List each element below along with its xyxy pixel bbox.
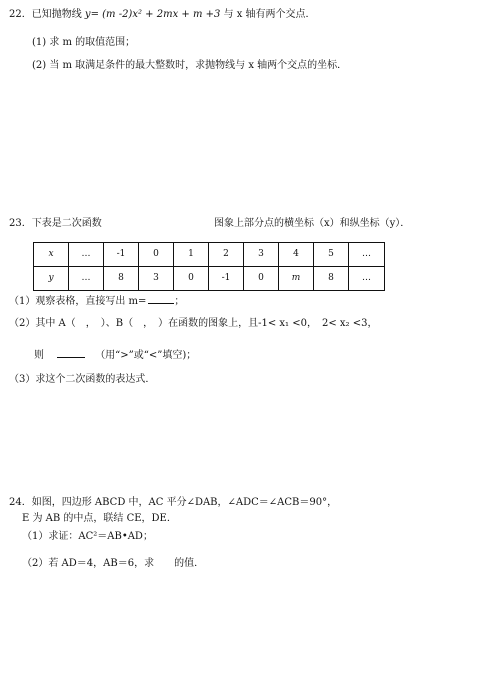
q23-part3: （3）求这个二次函数的表达式． [9, 374, 156, 385]
table-cell: … [349, 243, 385, 267]
q23-part1-end: ； [174, 296, 185, 307]
table-cell: -1 [209, 267, 244, 291]
q24-stem-line2: E 为 AB 的中点，联结 CE，DE． [22, 513, 177, 524]
q24-part1: （1）求证：AC²＝AB•AD； [22, 531, 153, 542]
table-cell: -1 [104, 243, 139, 267]
table-row-x [34, 243, 385, 267]
table-cell: 8 [104, 267, 139, 291]
table-cell: 0 [244, 267, 279, 291]
q23-number: 23． [9, 218, 32, 229]
table-row-y [34, 267, 385, 291]
q24-number: 24． [9, 497, 32, 508]
table-cell: 5 [314, 243, 349, 267]
q22-stem-prefix: 已知抛物线 [31, 9, 85, 20]
answer-blank-m[interactable] [148, 294, 174, 304]
q23-stem-left [9, 218, 102, 230]
table-cell-x-label: x [34, 243, 69, 267]
q23-part1-text: （1）观察表格，直接写出 m= [9, 296, 147, 307]
table-cell: 8 [314, 267, 349, 291]
table-cell: m [279, 267, 314, 291]
q23-part2-then: 则 [34, 350, 44, 361]
table-cell: 0 [139, 243, 174, 267]
q23-part2-answer [34, 348, 196, 362]
q24-part2: （2）若 AD＝4，AB＝6，求 的值． [22, 558, 205, 569]
q22-stem [9, 9, 316, 21]
q23-stem-right: 图象上部分点的横坐标（x）和纵坐标（y）． [214, 218, 411, 229]
q23-part2: （2）其中 A（ ， ）、B（ ， ）在函数的图象上，且-1< x₁ <0， 2< x₂ <3， [9, 318, 378, 329]
table-cell: 3 [244, 243, 279, 267]
q22-part1: (1) 求 m 的取值范围； [32, 37, 136, 48]
q22-number: 22． [9, 9, 32, 20]
q23-part1 [9, 294, 184, 308]
q22-part2: (2) 当 m 取满足条件的最大整数时，求抛物线与 x 轴两个交点的坐标． [32, 60, 348, 71]
table-cell: 4 [279, 243, 314, 267]
q24-stem-line1 [9, 497, 337, 509]
table-cell: … [69, 243, 104, 267]
q23-stem-left-text: 下表是二次函数 [31, 218, 102, 229]
table-cell: 0 [174, 267, 209, 291]
answer-blank-compare[interactable] [57, 348, 85, 358]
table-cell: 1 [174, 243, 209, 267]
q23-value-table [33, 242, 385, 291]
q22-expression: y= (m -2)x² + 2mx + m +3 [84, 9, 221, 20]
table-cell: … [349, 267, 385, 291]
q24-stem1: 如图，四边形 ABCD 中，AC 平分∠DAB，∠ADC＝∠ACB＝90°， [31, 497, 338, 508]
table-cell: 2 [209, 243, 244, 267]
q23-part2-hint: （用“>”或“<”填空)； [95, 350, 197, 361]
table-cell: … [69, 267, 104, 291]
q22-stem-suffix: 与 x 轴有两个交点． [220, 9, 316, 20]
table-cell: 3 [139, 267, 174, 291]
table-cell-y-label: y [34, 267, 69, 291]
